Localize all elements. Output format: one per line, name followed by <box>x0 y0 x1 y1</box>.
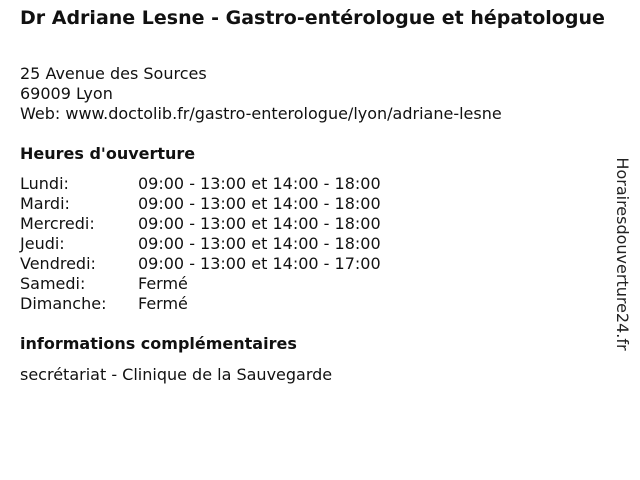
opening-hours-heading: Heures d'ouverture <box>20 144 196 163</box>
hours-row-tuesday <box>20 194 381 214</box>
hours-value: 09:00 - 13:00 et 14:00 - 18:00 <box>138 174 381 193</box>
site-watermark: Horairesdouverture24.fr <box>613 157 632 351</box>
hours-value: 09:00 - 13:00 et 14:00 - 18:00 <box>138 194 381 213</box>
day-label: Vendredi: <box>20 254 96 273</box>
day-label: Mercredi: <box>20 214 95 233</box>
page-title: Dr Adriane Lesne - Gastro-entérologue et hépatologue <box>20 7 605 29</box>
website-text: Web: www.doctolib.fr/gastro-enterologue/lyon/adriane-lesne <box>20 104 502 123</box>
day-label: Samedi: <box>20 274 86 293</box>
street-address: 25 Avenue des Sources <box>20 64 207 83</box>
city-address: 69009 Lyon <box>20 84 113 103</box>
hours-row-thursday <box>20 234 381 254</box>
hours-row-wednesday <box>20 214 381 234</box>
opening-hours-list <box>20 174 381 314</box>
hours-row-friday <box>20 254 381 274</box>
hours-value: Fermé <box>138 294 188 313</box>
hours-row-monday <box>20 174 381 194</box>
day-label: Jeudi: <box>20 234 65 253</box>
day-label: Lundi: <box>20 174 69 193</box>
hours-value: Fermé <box>138 274 188 293</box>
address-block <box>20 64 502 124</box>
additional-info-heading: informations complémentaires <box>20 334 297 353</box>
additional-info-text: secrétariat - Clinique de la Sauvegarde <box>20 365 333 384</box>
day-label: Mardi: <box>20 194 70 213</box>
hours-value: 09:00 - 13:00 et 14:00 - 18:00 <box>138 214 381 233</box>
hours-value: 09:00 - 13:00 et 14:00 - 18:00 <box>138 234 381 253</box>
day-label: Dimanche: <box>20 294 107 313</box>
hours-row-sunday <box>20 294 381 314</box>
hours-value: 09:00 - 13:00 et 14:00 - 17:00 <box>138 254 381 273</box>
hours-row-saturday <box>20 274 381 294</box>
